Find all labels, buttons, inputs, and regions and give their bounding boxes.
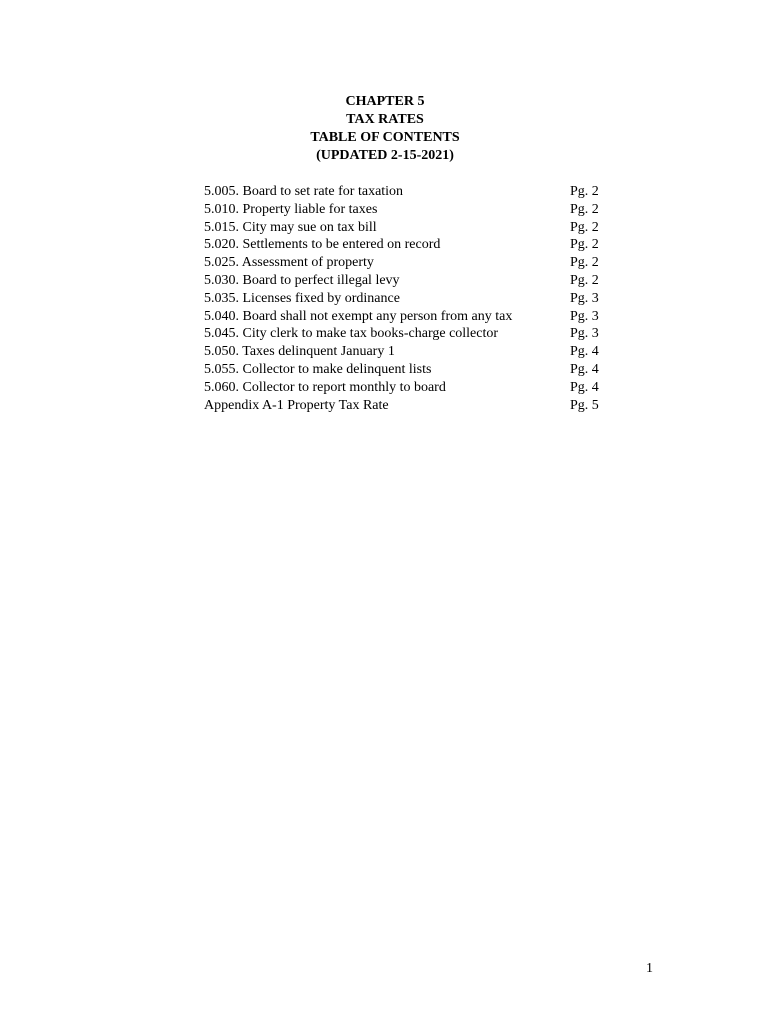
toc-entry-page: Pg. 5	[570, 397, 599, 413]
page-number: 1	[646, 961, 653, 976]
toc-entry	[204, 201, 604, 219]
toc-entry-title: 5.010. Property liable for taxes	[204, 201, 378, 217]
toc-heading: TABLE OF CONTENTS	[310, 130, 460, 145]
chapter-title: CHAPTER 5	[345, 94, 425, 109]
toc-entry	[204, 219, 604, 237]
toc-entry	[204, 183, 604, 201]
toc-entry-page: Pg. 4	[570, 344, 599, 360]
toc-entry-title: 5.050. Taxes delinquent January 1	[204, 344, 395, 360]
toc-entry	[204, 308, 604, 326]
toc-entry	[204, 290, 604, 308]
toc-entry-page: Pg. 2	[570, 272, 599, 288]
toc-entry-page: Pg. 4	[570, 379, 599, 395]
toc-entry-page: Pg. 4	[570, 361, 599, 377]
chapter-subject: TAX RATES	[346, 112, 424, 127]
toc-entry	[204, 379, 604, 397]
toc-entry-page: Pg. 2	[570, 255, 599, 271]
toc-entry-title: 5.005. Board to set rate for taxation	[204, 184, 404, 199]
toc-entry-title: 5.015. City may sue on tax bill	[204, 219, 377, 235]
toc-entry	[204, 343, 604, 361]
toc-entry-page: Pg. 3	[570, 326, 599, 342]
toc-entry-title: 5.055. Collector to make delinquent lists	[204, 361, 432, 377]
toc-entry-page: Pg. 3	[570, 308, 599, 324]
toc-entry-title: 5.040. Board shall not exempt any person from any tax	[204, 308, 513, 324]
toc-entry-page: Pg. 2	[570, 219, 599, 235]
toc-entry-title: 5.020. Settlements to be entered on record	[204, 237, 441, 253]
toc-entry-title: 5.025. Assessment of property	[204, 255, 374, 271]
table-of-contents	[204, 183, 604, 414]
toc-entry	[204, 272, 604, 290]
toc-entry-page: Pg. 3	[570, 290, 599, 306]
toc-entry-title: 5.035. Licenses fixed by ordinance	[204, 290, 400, 306]
toc-entry-page: Pg. 2	[570, 201, 599, 217]
toc-entry-page: Pg. 2	[570, 237, 599, 253]
toc-entry	[204, 361, 604, 379]
toc-entry	[204, 254, 604, 272]
toc-entry-title: 5.060. Collector to report monthly to board	[204, 379, 446, 395]
toc-entry	[204, 397, 604, 415]
toc-entry	[204, 325, 604, 343]
updated-date: (UPDATED 2-15-2021)	[316, 148, 454, 163]
toc-entry-page: Pg. 2	[570, 184, 599, 199]
toc-entry-title: 5.030. Board to perfect illegal levy	[204, 272, 400, 288]
document-heading	[0, 93, 770, 165]
toc-entry-title: 5.045. City clerk to make tax books-charge collector	[204, 326, 499, 342]
toc-entry	[204, 236, 604, 254]
toc-entry-title: Appendix A-1 Property Tax Rate	[204, 397, 389, 413]
